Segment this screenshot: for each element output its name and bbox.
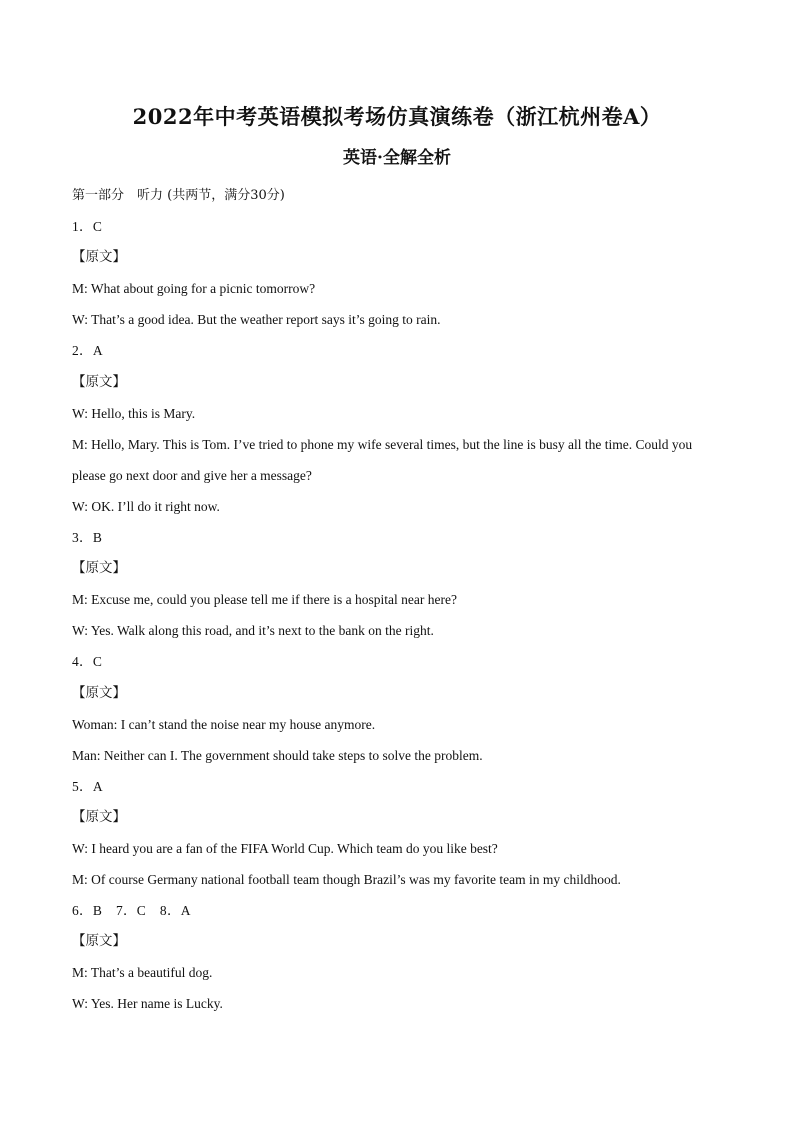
transcript-line: W: Yes. Walk along this road, and it’s next to the bank on the right. xyxy=(72,623,434,639)
transcript-line: M: Of course Germany national football team though Brazil’s was my favorite team in my childhood. xyxy=(72,872,621,888)
transcript-marker: 【原文】 xyxy=(72,684,126,701)
transcript-line: W: OK. I’ll do it right now. xyxy=(72,498,220,514)
answer-line: 4．C xyxy=(72,654,103,670)
answer-line: 1．C xyxy=(72,219,103,235)
transcript-line: Man: Neither can I. The government should take steps to solve the problem. xyxy=(72,747,483,763)
transcript-line: W: Hello, this is Mary. xyxy=(72,405,196,421)
transcript-line: W: That’s a good idea. But the weather report says it’s going to rain. xyxy=(72,312,441,328)
transcript-marker: 【原文】 xyxy=(72,249,126,266)
transcript-marker: 【原文】 xyxy=(72,373,126,390)
transcript-line: M: What about going for a picnic tomorrow? xyxy=(72,281,316,297)
section-heading: 第一部分 听力 (共两节，满分30分) xyxy=(72,188,285,203)
transcript-marker: 【原文】 xyxy=(72,560,126,577)
answer-line: 3．B xyxy=(72,530,103,546)
document-body xyxy=(72,180,732,1020)
transcript-line: Woman: I can’t stand the noise near my house anymore. xyxy=(72,716,376,732)
transcript-marker: 【原文】 xyxy=(72,808,126,825)
answer-line: 5．A xyxy=(72,778,103,794)
transcript-line: M: That’s a beautiful dog. xyxy=(72,965,213,981)
answer-line: 6．B 7．C 8．A xyxy=(72,903,191,919)
transcript-marker: 【原文】 xyxy=(72,933,126,950)
transcript-line: W: I heard you are a fan of the FIFA World Cup. Which team do you like best? xyxy=(72,840,498,856)
transcript-line: W: Yes. Her name is Lucky. xyxy=(72,996,223,1012)
document-title: 2022年中考英语模拟考场仿真演练卷（浙江杭州卷A） xyxy=(132,104,662,129)
document-subtitle: 英语·全解全析 xyxy=(343,148,451,168)
transcript-line: please go next door and give her a message? xyxy=(72,467,312,483)
answer-line: 2．A xyxy=(72,343,103,359)
transcript-line: M: Excuse me, could you please tell me if there is a hospital near here? xyxy=(72,592,457,608)
transcript-line: M: Hello, Mary. This is Tom. I’ve tried to phone my wife several times, but the line is busy all the time. Could you xyxy=(72,436,693,452)
